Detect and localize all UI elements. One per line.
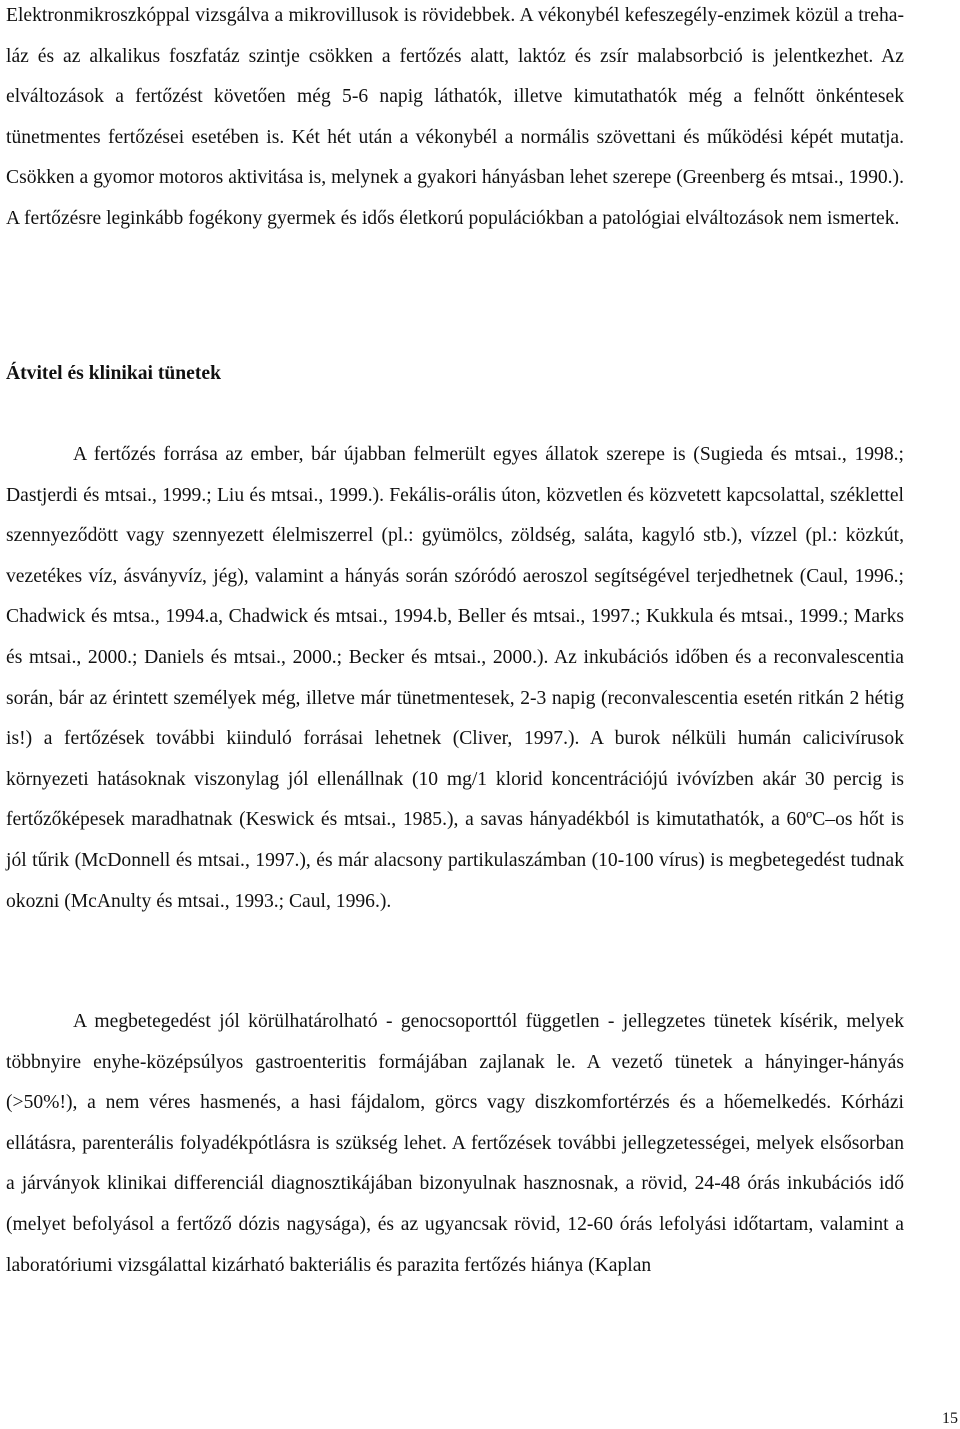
paragraph-transmission: A fertőzés forrása az ember, bár újabban felmerült egyes állatok szerepe is (Sugieda és mtsai., 1998.; Dastjerdi és mtsai., 1999.; Liu és mtsai., 1999.). Fekális-orális úton, közvetlen és közvetett kapcsolattal, széklettel szennyeződött vagy szennyezett élelmiszerrel (pl.: gyümölcs, zöldség, saláta, kagyló stb.), vízzel (pl.: közkút, vezetékes víz, ásványvíz, jég), valamint a hányás során szóródó aeroszol segítségével terjedhetnek (Caul, 1996.; Chadwick és mtsa., 1994.a, Chadwick és mtsai., 1994.b, Beller és mtsai., 1997.; Kukkula és mtsai., 1999.; Marks és mtsai., 2000.; Daniels és mtsai., 2000.; Becker és mtsai., 2000.). Az inkubációs időben és a reconvalescentia során, bár az érintett személyek még, illetve már tünetmentesek, 2-3 napig (reconvalescentia esetén ritkán 2 hétig is!) a fertőzések további kiinduló forrásai lehetnek (Cliver, 1997.). A burok nélküli humán calicivírusok környezeti hatásoknak viszonylag jól ellenállnak (10 mg/1 klorid koncentrációjú ivóvízben akár 30 percig is fertőzőképesek maradhatnak (Keswick és mtsai., 1985.), a savas hányadékból is kimutathatók, a 60ºC–os hőt is jól tűrik (McDonnell és mtsai., 1997.), és már alacsony partikulaszámban (10-100 vírus) is megbetegedést tudnak okozni (McAnulty és mtsai., 1993.; Caul, 1996.). — [6, 444, 904, 912]
page-number: 15 — [942, 1410, 958, 1427]
section-heading: Átvitel és klinikai tünetek — [6, 363, 221, 384]
paragraph-symptoms: A megbetegedést jól körülhatárolható - genocsoporttól független - jellegzetes tünetek kísérik, melyek többnyire enyhe-középsúlyos gastroenteritis formájában zajlanak le. A vezető tünetek a hányinger-hányás (>50%!), a nem véres hasmenés, a hasi fájdalom, görcs vagy diszkomfortérzés és a hőemelkedés. Kórházi ellátásra, parenterális folyadékpótlásra is szükség lehet. A fertőzések további jellegzetességei, melyek elsősorban a járványok klinikai differenciál diagnosztikájában bizonyulnak hasznosnak, a rövid, 24-48 órás inkubációs idő (melyet befolyásol a fertőző dózis nagysága), és az ugyancsak rövid, 12-60 órás lefolyási időtartam, valamint a laboratóriumi vizsgálattal kizárható bakteriális és parazita fertőzés hiánya (Kaplan — [6, 1011, 904, 1276]
paragraph-pathology: Elektronmikroszkóppal vizsgálva a mikrovillusok is rövidebbek. A vékonybél kefeszegély-enzimek közül a trehaláz és az alkalikus foszfatáz szintje csökken a fertőzés alatt, laktóz és zsír malabsorbció is jelentkezhet. Az elváltozások a fertőzést követően még 5-6 napig láthatók, illetve kimutathatók még a felnőtt önkéntesek tünetmentes fertőzései esetében is. Két hét után a vékonybél a normális szövettani és működési képét mutatja. Csökken a gyomor motoros aktivitása is, melynek a gyakori hányásban lehet szerepe (Greenberg és mtsai., 1990.). A fertőzésre leginkább fogékony gyermek és idős életkorú populációkban a patológiai elváltozások nem ismertek. — [6, 5, 904, 229]
